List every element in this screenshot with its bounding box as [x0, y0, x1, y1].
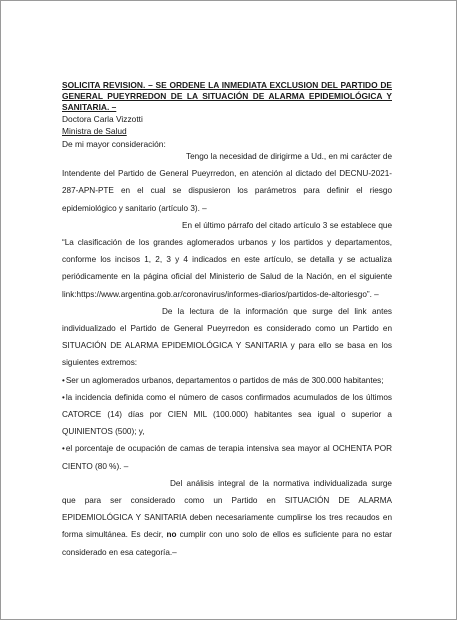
bullet-icon: • [62, 444, 65, 454]
recipient-name: Doctora Carla Vizzotti [62, 114, 143, 124]
recipient-title: Ministra de Salud [62, 126, 127, 137]
paragraph-3 [62, 303, 392, 372]
list-item [62, 440, 392, 474]
paragraph-4-text-a: Del análisis integral de la normativa individualizada surge que para ser considerado como un Partido en SITUACIÓN DE ALARMA EPIDEMIOLÓGICA Y SANITARIA deben necesariamente cumplirse los tres recaudos en forma simultánea. Es decir, [62, 478, 392, 540]
list-item-text: Ser un aglomerados urbanos, departamentos o partidos de más de 300.000 habitantes; [65, 375, 384, 385]
list-item-text: la incidencia definida como el número de casos confirmados acumulados de los últimos CATORCE (14) días por CIEN MIL (100.000) habitantes sea igual o superior a QUINIENTOS (500); y, [62, 392, 392, 437]
list-item [62, 372, 392, 389]
list-item-text: el porcentaje de ocupación de camas de terapia intensiva sea mayor al OCHENTA POR CIENTO (80 %). – [62, 444, 392, 471]
paragraph-4-text-b: cumplir con uno solo de ellos es suficiente para no estar considerado en esa categoría.– [62, 530, 392, 557]
letter-body [62, 80, 392, 561]
paragraph-4-bold: no [166, 530, 177, 540]
paragraph-2 [62, 217, 392, 303]
list-item [62, 389, 392, 441]
paragraph-1-text: Tengo la necesidad de dirigirme a Ud., en mi carácter de Intendente del Partido de General Pueyrredon, en atención al dictado del DECNU-2021-287-APN-PTE en el cual se dispusieron los parámetros para definir el riesgo epidemiológico y sanitario (artículo 3). – [62, 151, 392, 213]
paragraph-3-text: De la lectura de la información que surge del link antes individualizado el Partido de General Pueyrredon es considerado como un Partido en SITUACIÓN DE ALARMA EPIDEMIOLÓGICA Y SANITARIA y para ello se basa en los siguientes extremos: [62, 306, 392, 368]
paragraph-1 [62, 148, 392, 217]
bullet-icon: • [62, 375, 65, 385]
bullet-icon: • [62, 392, 65, 402]
paragraph-2-text: En el último párrafo del citado artículo 3 se establece que “La clasificación de los grandes aglomerados urbanos y los partidos y departamentos, conforme los incisos 1, 2, 3 y 4 indicados en este artículo, se detalla y se actualiza periódicamente en la página oficial del Ministerio de Salud de la Nación, en el siguiente link:https://www.argentina.gob.ar/coronavirus/informes-diarios/partidos-de-altoriesgo”. – [62, 220, 392, 299]
greeting: De mi mayor consideración: [62, 138, 166, 149]
paragraph-4 [62, 475, 392, 561]
letter-title: SOLICITA REVISION. – SE ORDENE LA INMEDIATA EXCLUSION DEL PARTIDO DE GENERAL PUEYRREDON DE LA SITUACIÓN DE ALARMA EPIDEMIOLÓGICA Y SANITARIA. – [62, 80, 392, 112]
